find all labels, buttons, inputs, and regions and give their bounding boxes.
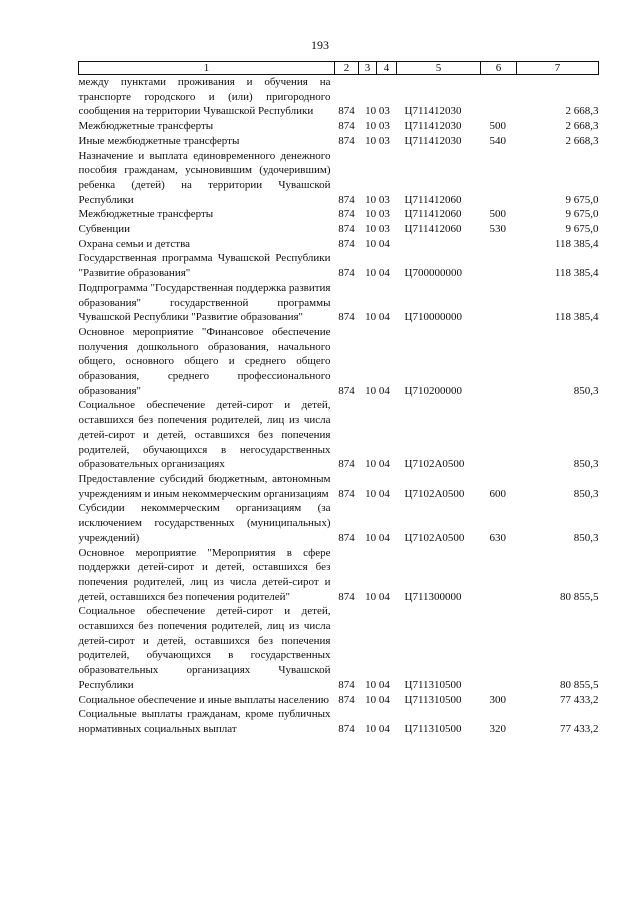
expense-type	[481, 149, 517, 208]
budget-table	[78, 61, 599, 737]
amount: 9 675,0	[565, 193, 599, 206]
ministry-code: 874	[338, 237, 355, 250]
expense-name: Межбюджетные трансферты	[78, 120, 214, 133]
expense-name: Социальное обеспечение детей-сирот и детей, оставшихся без попечения родителей, лиц из числа детей-сирот и детей, оставшихся без попечения родителей, обучающихся в государственных образовательных организациях Чувашской Республики	[78, 605, 331, 691]
expense-type	[481, 251, 517, 280]
section-code: 10 03	[365, 105, 390, 118]
ministry-code: 874	[338, 193, 355, 206]
expense-type	[481, 75, 517, 120]
expense-name: Социальные выплаты гражданам, кроме публичных нормативных социальных выплат	[78, 708, 331, 735]
expense-name: Субвенции	[78, 223, 131, 236]
section-code: 10 04	[365, 237, 390, 250]
amount: 118 385,4	[554, 311, 599, 324]
header-col-3: 3	[359, 62, 377, 75]
ministry-code: 874	[338, 487, 355, 500]
amount: 118 385,4	[554, 237, 599, 250]
section-code: 10 04	[365, 384, 390, 397]
section-code: 10 03	[365, 193, 390, 206]
expense-name: Субсидии некоммерческим организациям (за исключением государственных (муниципальных) учреждений)	[78, 502, 331, 544]
section-code: 10 03	[365, 134, 390, 147]
expense-type: 500	[489, 120, 506, 133]
expense-name: Иные межбюджетные трансферты	[78, 134, 240, 147]
target-article: Ц711310500	[404, 678, 462, 691]
ministry-code: 874	[338, 693, 355, 706]
target-article: Ц7102А0500	[404, 487, 465, 500]
section-code: 10 04	[365, 487, 390, 500]
amount: 2 668,3	[565, 120, 599, 133]
table-row	[79, 134, 599, 149]
amount: 9 675,0	[565, 223, 599, 236]
table-row	[79, 237, 599, 252]
section-code: 10 04	[365, 678, 390, 691]
expense-name: Подпрограмма "Государственная поддержка развития образования" государственной программы Чувашской Республики "Развитие образования"	[78, 281, 331, 324]
amount: 2 668,3	[565, 134, 599, 147]
section-code: 10 03	[365, 120, 390, 133]
expense-type: 530	[489, 223, 506, 236]
table-row	[79, 472, 599, 501]
table-row	[79, 251, 599, 280]
section-code: 10 04	[365, 590, 390, 603]
table-row	[79, 546, 599, 605]
page-number: 193	[311, 38, 329, 52]
expense-type	[481, 604, 517, 692]
expense-name: Охрана семьи и детства	[78, 237, 191, 250]
amount: 850,3	[573, 384, 599, 397]
section-code: 10 04	[365, 722, 390, 735]
expense-type: 320	[489, 722, 506, 735]
table-header-row	[79, 62, 599, 75]
target-article	[397, 237, 481, 252]
table-row	[79, 501, 599, 545]
amount: 77 433,2	[560, 722, 599, 735]
expense-name: Основное мероприятие "Мероприятия в сфере поддержки детей-сирот и детей, оставшихся без попечения родителей, лиц из числа детей-сирот и детей, оставшихся без попечения родителей"	[78, 546, 331, 603]
expense-name: Предоставление субсидий бюджетным, автономным учреждениям и иным некоммерческим организациям	[78, 472, 331, 500]
table-row	[79, 398, 599, 472]
table-row	[79, 222, 599, 237]
header-col-1: 1	[79, 62, 335, 75]
target-article: Ц711412030	[404, 105, 462, 118]
section-code: 10 04	[365, 311, 390, 324]
amount: 850,3	[573, 458, 599, 471]
ministry-code: 874	[338, 120, 355, 133]
ministry-code: 874	[338, 208, 355, 221]
section-code: 10 04	[365, 531, 390, 544]
target-article: Ц710000000	[404, 311, 462, 324]
target-article: Ц711412030	[404, 134, 462, 147]
expense-type: 500	[489, 208, 506, 221]
table-row	[79, 604, 599, 692]
expense-name: Назначение и выплата единовременного денежного пособия гражданам, усыновившим (удочерившим) ребенка (детей) на территории Чувашской Республики	[78, 149, 331, 206]
header-col-2: 2	[335, 62, 359, 75]
section-code: 10 04	[365, 458, 390, 471]
target-article: Ц711412060	[404, 208, 462, 221]
amount: 850,3	[573, 487, 599, 500]
expense-type	[481, 325, 517, 399]
ministry-code: 874	[338, 223, 355, 236]
table-row	[79, 325, 599, 399]
ministry-code: 874	[338, 722, 355, 735]
expense-name: между пунктами проживания и обучения на транспорте городского и (или) пригородного сообщения на территории Чувашской Республики	[78, 76, 331, 118]
table-row	[79, 693, 599, 708]
target-article: Ц711310500	[404, 693, 462, 706]
expense-name: Социальное обеспечение детей-сирот и детей, оставшихся без попечения родителей, лиц из числа детей-сирот и детей, оставшихся без попечения родителей, обучающихся в негосударственных образовательных организациях	[78, 399, 331, 471]
amount: 118 385,4	[554, 267, 599, 280]
section-code: 10 03	[365, 208, 390, 221]
ministry-code: 874	[338, 384, 355, 397]
table-row	[79, 119, 599, 134]
table-row	[79, 149, 599, 208]
table-row	[79, 281, 599, 325]
target-article: Ц711412060	[404, 193, 462, 206]
target-article: Ц711310500	[404, 722, 462, 735]
expense-type	[481, 237, 517, 252]
amount: 850,3	[573, 531, 599, 544]
expense-type: 540	[489, 134, 506, 147]
amount: 80 855,5	[560, 590, 599, 603]
section-code: 10 04	[365, 267, 390, 280]
ministry-code: 874	[338, 311, 355, 324]
ministry-code: 874	[338, 105, 355, 118]
expense-type	[481, 281, 517, 325]
amount: 2 668,3	[565, 105, 599, 118]
target-article: Ц711300000	[404, 590, 462, 603]
expense-type: 630	[489, 531, 506, 544]
ministry-code: 874	[338, 134, 355, 147]
ministry-code: 874	[338, 458, 355, 471]
ministry-code: 874	[338, 590, 355, 603]
target-article: Ц711412030	[404, 120, 462, 133]
section-code: 10 03	[365, 223, 390, 236]
expense-name: Межбюджетные трансферты	[78, 208, 214, 221]
ministry-code: 874	[338, 267, 355, 280]
target-article: Ц7102А0500	[404, 531, 465, 544]
ministry-code: 874	[338, 678, 355, 691]
expense-type	[481, 546, 517, 605]
ministry-code: 874	[338, 531, 355, 544]
table-row	[79, 75, 599, 120]
target-article: Ц711412060	[404, 223, 462, 236]
target-article: Ц7102А0500	[404, 458, 465, 471]
expense-type: 600	[489, 487, 506, 500]
table-row	[79, 707, 599, 736]
table-row	[79, 207, 599, 222]
header-col-4: 4	[377, 62, 397, 75]
header-col-6: 6	[481, 62, 517, 75]
expense-type: 300	[489, 693, 506, 706]
header-col-7: 7	[517, 62, 599, 75]
expense-name: Государственная программа Чувашской Республики "Развитие образования"	[78, 252, 331, 280]
amount: 80 855,5	[560, 678, 599, 691]
expense-name: Социальное обеспечение и иные выплаты населению	[78, 693, 330, 706]
amount: 9 675,0	[565, 208, 599, 221]
target-article: Ц700000000	[404, 267, 462, 280]
section-code: 10 04	[365, 693, 390, 706]
amount: 77 433,2	[560, 693, 599, 706]
header-col-5: 5	[397, 62, 481, 75]
expense-type	[481, 398, 517, 472]
target-article: Ц710200000	[404, 384, 462, 397]
expense-name: Основное мероприятие "Финансовое обеспечение получения дошкольного образования, начального общего, основного общего и среднего общего образования, среднего профессионального образования"	[78, 325, 331, 397]
